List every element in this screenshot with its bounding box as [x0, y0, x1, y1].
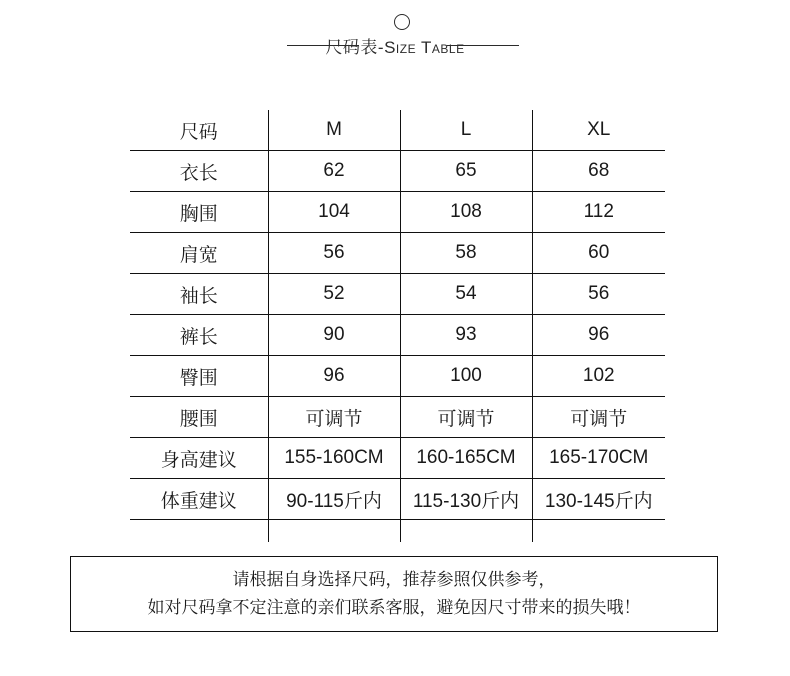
- row-value-m: 62: [268, 151, 400, 192]
- row-value-l: 115-130斤内: [400, 479, 532, 520]
- row-value-xl: 60: [532, 233, 665, 274]
- row-value-xl: 96: [532, 315, 665, 356]
- table-row: [130, 315, 665, 356]
- row-value-xl: 可调节: [532, 397, 665, 438]
- row-value-xl: 165-170CM: [532, 438, 665, 479]
- page-title: [0, 33, 790, 58]
- row-value-xl: 112: [532, 192, 665, 233]
- row-label: 胸围: [130, 192, 268, 233]
- table-row: [130, 438, 665, 479]
- row-value-xl: 68: [532, 151, 665, 192]
- table-row: [130, 151, 665, 192]
- column-header-m: M: [268, 110, 400, 151]
- tail-cell: [268, 520, 400, 543]
- table-row: [130, 397, 665, 438]
- circle-ornament-icon: [394, 14, 410, 30]
- row-label: 袖长: [130, 274, 268, 315]
- row-value-m: 52: [268, 274, 400, 315]
- row-value-l: 108: [400, 192, 532, 233]
- row-label: 肩宽: [130, 233, 268, 274]
- row-value-l: 65: [400, 151, 532, 192]
- row-value-l: 可调节: [400, 397, 532, 438]
- row-label: 体重建议: [130, 479, 268, 520]
- table-row: [130, 356, 665, 397]
- row-value-l: 54: [400, 274, 532, 315]
- row-label: 腰围: [130, 397, 268, 438]
- size-table-wrapper: [130, 110, 665, 542]
- row-label: 衣长: [130, 151, 268, 192]
- row-value-xl: 102: [532, 356, 665, 397]
- row-value-m: 90-115斤内: [268, 479, 400, 520]
- table-row: [130, 233, 665, 274]
- row-value-m: 155-160CM: [268, 438, 400, 479]
- row-value-l: 58: [400, 233, 532, 274]
- table-row: [130, 274, 665, 315]
- row-label: 臀围: [130, 356, 268, 397]
- column-header-l: L: [400, 110, 532, 151]
- row-value-l: 93: [400, 315, 532, 356]
- header: [0, 8, 790, 60]
- row-value-xl: 130-145斤内: [532, 479, 665, 520]
- row-value-l: 100: [400, 356, 532, 397]
- row-value-l: 160-165CM: [400, 438, 532, 479]
- tail-cell: [532, 520, 665, 543]
- table-bottom-extension: [130, 520, 665, 543]
- column-header-label: 尺码: [130, 110, 268, 151]
- page-title-cn: 尺码表-: [325, 38, 385, 57]
- notice-box: [70, 556, 718, 632]
- row-value-m: 104: [268, 192, 400, 233]
- table-header-row: [130, 110, 665, 151]
- table-row: [130, 479, 665, 520]
- row-value-m: 96: [268, 356, 400, 397]
- table-row: [130, 192, 665, 233]
- row-value-m: 90: [268, 315, 400, 356]
- notice-line-2: 如对尺码拿不定注意的亲们联系客服，避免因尺寸带来的损失哦！: [147, 598, 641, 617]
- row-value-m: 56: [268, 233, 400, 274]
- size-table: [130, 110, 665, 542]
- tail-cell: [130, 520, 268, 543]
- row-value-m: 可调节: [268, 397, 400, 438]
- tail-cell: [400, 520, 532, 543]
- page-title-en: Size Table: [384, 38, 465, 57]
- column-header-xl: XL: [532, 110, 665, 151]
- row-value-xl: 56: [532, 274, 665, 315]
- notice-line-1: 请根据自身选择尺码，推荐参照仅供参考，: [232, 570, 556, 589]
- row-label: 身高建议: [130, 438, 268, 479]
- row-label: 裤长: [130, 315, 268, 356]
